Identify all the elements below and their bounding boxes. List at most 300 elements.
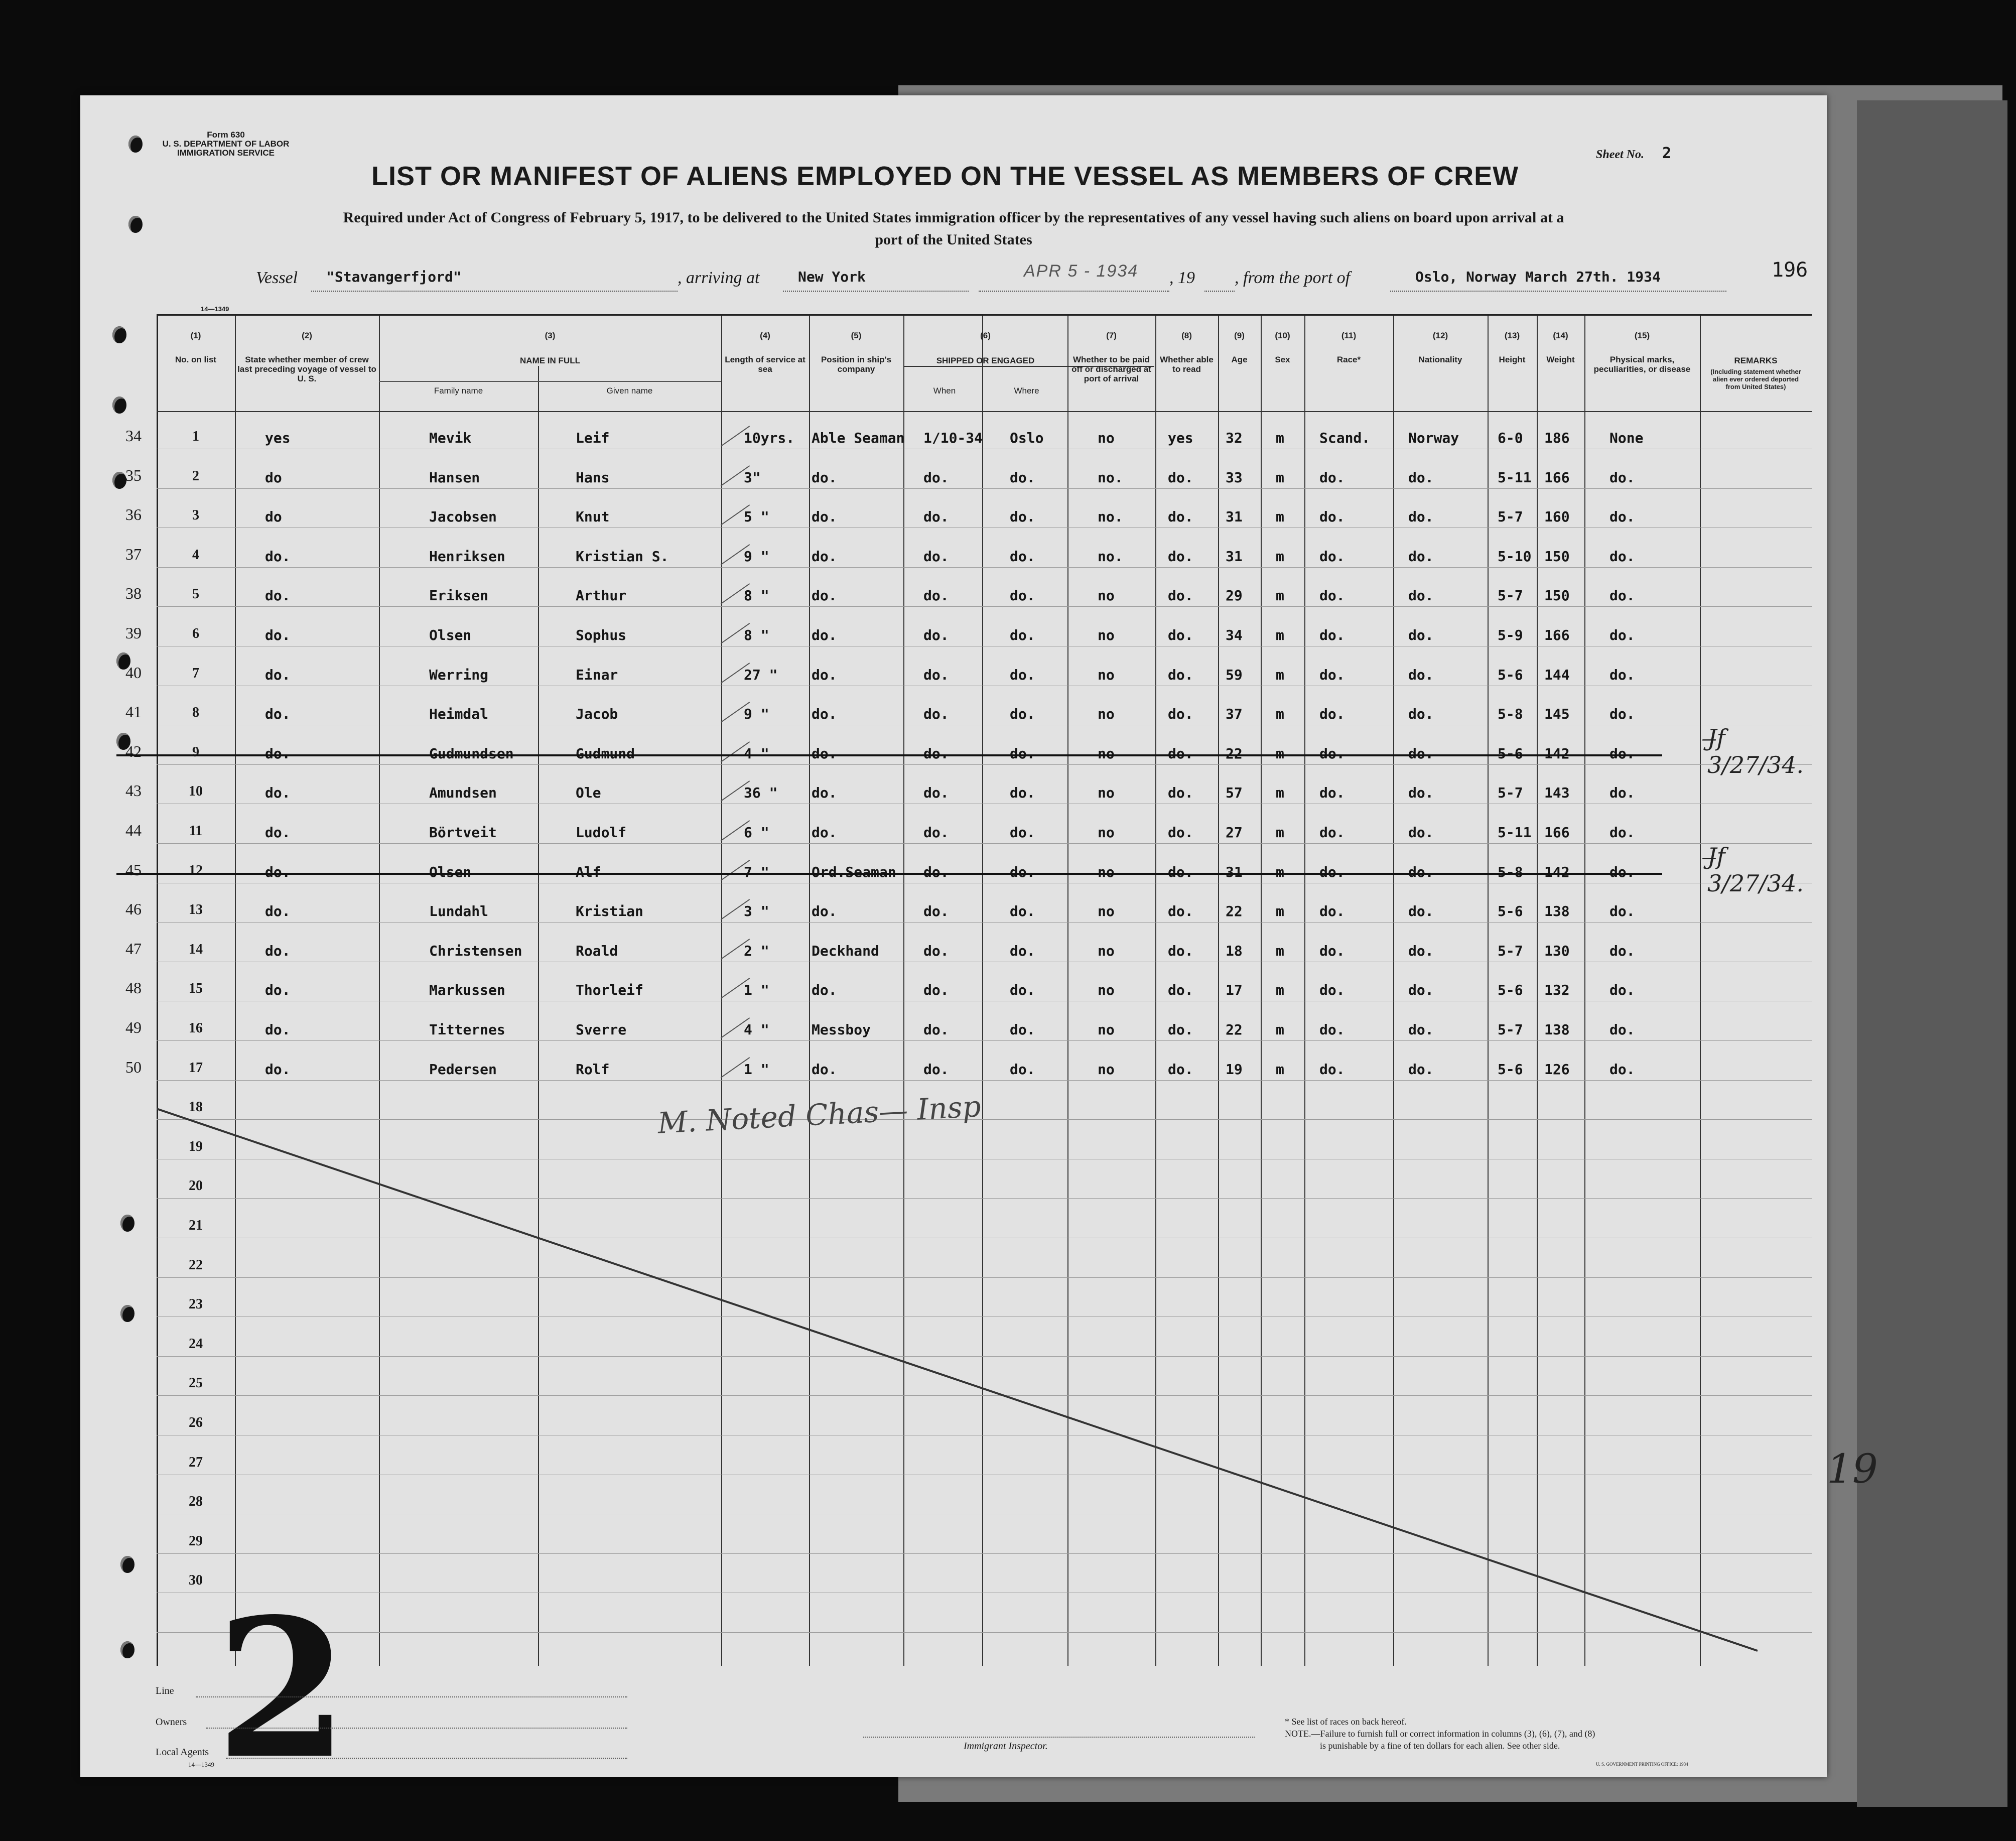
cell-position: Deckhand: [812, 942, 879, 959]
row-number: 18: [189, 1099, 203, 1115]
cell-given: Roald: [576, 942, 618, 959]
sheet-number: [1596, 145, 1671, 162]
cell-given: Kristian: [576, 903, 643, 920]
cell-when: do.: [923, 469, 949, 486]
cell-read: do.: [1168, 706, 1193, 723]
cell-sex: m: [1276, 469, 1284, 486]
cell-nationality: do.: [1408, 903, 1434, 920]
cell-when: do.: [923, 982, 949, 999]
cell-age: 27: [1226, 824, 1243, 841]
column-header: Sex: [1275, 355, 1290, 364]
row-number: 20: [189, 1178, 203, 1194]
cell-marks: do.: [1609, 627, 1635, 643]
cell-service: 8 ": [744, 587, 769, 604]
cell-weight: 130: [1544, 942, 1570, 959]
column-subheader: (Including statement whether alien ever ordered deported from United States): [1710, 368, 1801, 390]
row-number: 27: [189, 1454, 203, 1470]
cell-height: 5-11: [1498, 824, 1532, 841]
cell-given: Gudmund: [576, 745, 635, 762]
cell-position: do.: [812, 666, 837, 683]
row-number: 8: [192, 705, 199, 721]
cell-weight: 160: [1544, 508, 1570, 525]
cell-height: 5-7: [1498, 1021, 1523, 1038]
column-subheader: When: [933, 386, 956, 396]
cell-sex: m: [1276, 824, 1284, 841]
cell-where: do.: [1010, 1021, 1035, 1038]
subtitle: [146, 207, 1762, 251]
cell-service: 10yrs.: [744, 430, 795, 446]
margin-line-number: 37: [125, 545, 142, 563]
cell-marks: do.: [1609, 666, 1635, 683]
row-number: 6: [192, 626, 199, 641]
cell-family: Pedersen: [429, 1061, 497, 1078]
column-number: (11): [1341, 331, 1357, 340]
cell-race: do.: [1319, 1061, 1345, 1078]
column-number: (13): [1504, 331, 1520, 340]
page-title: LIST OR MANIFEST OF ALIENS EMPLOYED ON THE VESSEL AS MEMBERS OF CREW: [371, 161, 1519, 191]
cell-family: Henriksen: [429, 548, 505, 565]
cell-height: 5-9: [1498, 627, 1523, 643]
sheet-label: Sheet No.: [1596, 148, 1644, 161]
column-header: Nationality: [1418, 355, 1462, 364]
cell-age: 18: [1226, 942, 1243, 959]
cell-marks: do.: [1609, 508, 1635, 525]
cell-read: do.: [1168, 824, 1193, 841]
column-header: Height: [1499, 355, 1526, 364]
cell-nationality: do.: [1408, 706, 1434, 723]
row-number: 28: [189, 1494, 203, 1510]
cell-when: do.: [923, 942, 949, 959]
cell-where: Oslo: [1010, 430, 1044, 446]
cell-sex: m: [1276, 863, 1284, 880]
column-header: Whether to be paid off or discharged at port of arrival: [1071, 355, 1151, 383]
cell-family: Gudmundsen: [429, 745, 514, 762]
cell-given: Ole: [576, 784, 601, 802]
column-number: (8): [1181, 331, 1192, 340]
cell-position: do.: [812, 824, 837, 841]
cell-sex: m: [1276, 587, 1284, 604]
column-number: (4): [760, 331, 770, 340]
race-note: * See list of races on back hereof.: [1285, 1717, 1407, 1727]
cell-height: 5-6: [1498, 745, 1523, 762]
column-number: (7): [1106, 331, 1117, 340]
cell-family: Lundahl: [429, 903, 489, 920]
cell-weight: 166: [1544, 824, 1570, 841]
row-number: 26: [189, 1415, 203, 1430]
cell-paid: no: [1098, 942, 1115, 959]
cell-paid: no: [1098, 863, 1115, 880]
margin-line-number: 50: [125, 1058, 142, 1076]
cell-position: Ord.Seaman: [812, 863, 896, 880]
penalty-note: NOTE.—Failure to furnish full or correct information in columns (3), (6), (7), and (8): [1285, 1729, 1595, 1739]
cell-read: do.: [1168, 469, 1193, 486]
cell-race: do.: [1319, 548, 1345, 565]
cell-given: Knut: [576, 508, 610, 525]
footer-agents-label: Local Agents: [156, 1747, 209, 1758]
cell-age: 31: [1226, 863, 1243, 880]
cell-service: 27 ": [744, 666, 778, 683]
cell-marks: do.: [1609, 587, 1635, 604]
cell-where: do.: [1010, 863, 1035, 880]
cell-read: do.: [1168, 1061, 1193, 1078]
row-number: 5: [192, 586, 199, 602]
cell-when: do.: [923, 627, 949, 643]
margin-line-number: 41: [125, 703, 142, 721]
cell-prev: do: [265, 469, 282, 486]
column-number: (14): [1553, 331, 1568, 340]
from-label: , from the port of: [1235, 269, 1351, 287]
cell-when: do.: [923, 784, 949, 802]
cell-sex: m: [1276, 903, 1284, 920]
cell-sex: m: [1276, 784, 1284, 802]
cell-weight: 186: [1544, 430, 1570, 446]
cell-service: 6 ": [744, 824, 769, 841]
cell-weight: 150: [1544, 548, 1570, 565]
cell-given: Arthur: [576, 587, 627, 604]
manifest-page: [80, 95, 1827, 1801]
page-serial-number: 196: [1772, 258, 1808, 282]
cell-age: 34: [1226, 627, 1243, 643]
cell-position: Able Seaman: [812, 430, 905, 446]
column-header: Position in ship's company: [821, 355, 892, 374]
inspector-signature: M. Noted Chas— Insp: [656, 1089, 982, 1140]
cell-read: do.: [1168, 1021, 1193, 1038]
cell-marks: do.: [1609, 1061, 1635, 1078]
cell-marks: do.: [1609, 942, 1635, 959]
cell-service: 7 ": [744, 863, 769, 880]
cell-height: 5-8: [1498, 863, 1523, 880]
cell-height: 5-7: [1498, 587, 1523, 604]
row-number: 22: [189, 1257, 203, 1273]
cell-family: Hansen: [429, 469, 480, 486]
margin-line-number: 44: [125, 821, 142, 839]
column-header: SHIPPED OR ENGAGED: [936, 356, 1035, 365]
back-sheet-note: 19: [1827, 1445, 1878, 1492]
cell-when: do.: [923, 863, 949, 880]
cell-family: Heimdal: [429, 706, 489, 723]
margin-line-number: 36: [125, 505, 142, 524]
cell-position: do.: [812, 469, 837, 486]
cell-sex: m: [1276, 508, 1284, 525]
cell-prev: do.: [265, 666, 291, 683]
cell-race: do.: [1319, 863, 1345, 880]
cell-when: do.: [923, 1061, 949, 1078]
cell-race: Scand.: [1319, 430, 1371, 446]
cell-family: Christensen: [429, 942, 522, 959]
printer-note: U. S. GOVERNMENT PRINTING OFFICE: 1934: [1596, 1762, 1688, 1767]
cell-race: do.: [1319, 706, 1345, 723]
cell-read: do.: [1168, 666, 1193, 683]
cell-paid: no: [1098, 666, 1115, 683]
column-subheader: Given name: [606, 386, 653, 396]
cell-nationality: Norway: [1408, 430, 1459, 446]
margin-line-number: 42: [125, 742, 142, 760]
cell-given: Sophus: [576, 627, 627, 643]
cell-where: do.: [1010, 982, 1035, 999]
cell-marks: do.: [1609, 784, 1635, 802]
cell-age: 32: [1226, 430, 1243, 446]
cell-where: do.: [1010, 469, 1035, 486]
cell-position: do.: [812, 903, 837, 920]
cell-marks: do.: [1609, 824, 1635, 841]
cell-weight: 138: [1544, 1021, 1570, 1038]
cell-nationality: do.: [1408, 942, 1434, 959]
cell-given: Hans: [576, 469, 610, 486]
cell-position: do.: [812, 548, 837, 565]
row-number: 30: [189, 1572, 203, 1589]
cell-race: do.: [1319, 784, 1345, 802]
cell-race: do.: [1319, 824, 1345, 841]
margin-line-number: 34: [125, 427, 142, 445]
cell-age: 22: [1226, 745, 1243, 762]
row-number: 25: [189, 1375, 203, 1391]
cell-paid: no.: [1098, 508, 1123, 525]
column-header: Physical marks, peculiarities, or disease: [1593, 355, 1691, 374]
cell-prev: do.: [265, 1021, 291, 1038]
cell-given: Einar: [576, 666, 618, 683]
column-header: REMARKS: [1734, 356, 1778, 365]
cell-paid: no: [1098, 903, 1115, 920]
cell-race: do.: [1319, 469, 1345, 486]
cell-prev: do.: [265, 706, 291, 723]
cell-race: do.: [1319, 982, 1345, 999]
cell-weight: 126: [1544, 1061, 1570, 1078]
column-header: Age: [1231, 355, 1248, 364]
row-number: 17: [189, 1060, 203, 1076]
column-header: NAME IN FULL: [520, 356, 580, 365]
cell-weight: 142: [1544, 863, 1570, 880]
cell-paid: no: [1098, 587, 1115, 604]
subtitle-line-1: Required under Act of Congress of February 5, 1917, to be delivered to the United States immigration officer by the representatives of any vessel having such aliens on board upon arrival at a: [343, 209, 1564, 226]
cell-read: do.: [1168, 903, 1193, 920]
cell-nationality: do.: [1408, 982, 1434, 999]
cell-weight: 132: [1544, 982, 1570, 999]
row-number: 4: [192, 547, 199, 563]
cell-nationality: do.: [1408, 548, 1434, 565]
cell-prev: do.: [265, 587, 291, 604]
cell-nationality: do.: [1408, 666, 1434, 683]
column-number: (1): [190, 331, 201, 340]
cell-paid: no.: [1098, 548, 1123, 565]
cell-when: do.: [923, 666, 949, 683]
margin-line-number: 40: [125, 663, 142, 682]
cell-sex: m: [1276, 666, 1284, 683]
year-label: , 19: [1169, 269, 1195, 287]
footer-line-label: Line: [156, 1685, 174, 1696]
cell-nationality: do.: [1408, 824, 1434, 841]
cell-nationality: do.: [1408, 1021, 1434, 1038]
cell-prev: yes: [265, 430, 291, 446]
cell-age: 22: [1226, 903, 1243, 920]
cell-service: 8 ": [744, 627, 769, 643]
cell-nationality: do.: [1408, 508, 1434, 525]
cell-marks: do.: [1609, 982, 1635, 999]
cell-where: do.: [1010, 745, 1035, 762]
cell-position: Messboy: [812, 1021, 871, 1038]
cell-paid: no: [1098, 824, 1115, 841]
cell-where: do.: [1010, 1061, 1035, 1078]
cell-sex: m: [1276, 745, 1284, 762]
cell-family: Eriksen: [429, 587, 489, 604]
cell-family: Werring: [429, 666, 489, 683]
cell-height: 5-8: [1498, 706, 1523, 723]
remarks-annotation: J̶f 3/27/34.: [1707, 842, 1804, 897]
column-header: Weight: [1546, 355, 1575, 364]
row-number: 12: [189, 862, 203, 878]
cell-prev: do.: [265, 903, 291, 920]
cell-weight: 144: [1544, 666, 1570, 683]
cell-height: 5-7: [1498, 784, 1523, 802]
cell-paid: no: [1098, 430, 1115, 446]
row-number: 13: [189, 902, 203, 918]
column-number: (9): [1234, 331, 1245, 340]
cell-given: Alf: [576, 863, 601, 880]
cell-age: 33: [1226, 469, 1243, 486]
arrival-date-stamp: APR 5 - 1934: [1024, 261, 1139, 281]
cell-where: do.: [1010, 824, 1035, 841]
cell-marks: None: [1609, 430, 1644, 446]
cell-given: Sverre: [576, 1021, 627, 1038]
row-number: 10: [189, 783, 203, 800]
cell-where: do.: [1010, 706, 1035, 723]
cell-where: do.: [1010, 587, 1035, 604]
cell-race: do.: [1319, 942, 1345, 959]
row-number: 1: [192, 429, 199, 444]
cell-where: do.: [1010, 627, 1035, 643]
cell-paid: no: [1098, 627, 1115, 643]
margin-line-number: 39: [125, 624, 142, 642]
cell-read: do.: [1168, 587, 1193, 604]
cell-weight: 166: [1544, 627, 1570, 643]
column-header: No. on list: [175, 355, 217, 364]
cell-nationality: do.: [1408, 784, 1434, 802]
row-number: 16: [189, 1020, 203, 1036]
cell-age: 57: [1226, 784, 1243, 802]
cell-age: 22: [1226, 1021, 1243, 1038]
row-number: 2: [192, 468, 199, 484]
cell-given: Thorleif: [576, 982, 643, 999]
binder-hole: [112, 326, 126, 343]
cell-position: do.: [812, 784, 837, 802]
binder-hole: [120, 1305, 135, 1322]
cell-prev: do.: [265, 942, 291, 959]
cell-weight: 142: [1544, 745, 1570, 762]
cell-marks: do.: [1609, 903, 1635, 920]
cell-family: Börtveit: [429, 824, 497, 841]
cell-given: Leif: [576, 430, 610, 446]
margin-line-number: 45: [125, 860, 142, 879]
cell-height: 5-11: [1498, 469, 1532, 486]
cell-family: Markussen: [429, 982, 505, 999]
cell-read: do.: [1168, 982, 1193, 999]
cell-service: 4 ": [744, 745, 769, 762]
cell-given: Ludolf: [576, 824, 627, 841]
cell-family: Olsen: [429, 863, 472, 880]
cell-race: do.: [1319, 627, 1345, 643]
diagonal-stroke: [157, 1109, 1758, 1651]
binder-hole: [120, 1215, 135, 1232]
cell-prev: do.: [265, 627, 291, 643]
column-number: (3): [545, 331, 556, 340]
cell-position: do.: [812, 982, 837, 999]
cell-nationality: do.: [1408, 1061, 1434, 1078]
cell-prev: do: [265, 508, 282, 525]
cell-when: do.: [923, 903, 949, 920]
cell-when: do.: [923, 824, 949, 841]
sheet-value: 2: [1662, 145, 1672, 162]
cell-given: Rolf: [576, 1061, 610, 1078]
cell-paid: no: [1098, 745, 1115, 762]
cell-paid: no: [1098, 1061, 1115, 1078]
binder-hole: [112, 397, 126, 414]
cell-weight: 138: [1544, 903, 1570, 920]
cell-family: Jacobsen: [429, 508, 497, 525]
cell-position: do.: [812, 1061, 837, 1078]
margin-line-number: 38: [125, 584, 142, 603]
cell-position: do.: [812, 627, 837, 643]
cell-read: do.: [1168, 942, 1193, 959]
cell-height: 5-6: [1498, 903, 1523, 920]
column-number: (15): [1634, 331, 1650, 340]
footer-agents-code: 14—1349: [188, 1761, 214, 1768]
column-header: Race*: [1336, 355, 1361, 364]
cell-service: 1 ": [744, 982, 769, 999]
penalty-note-2: is punishable by a fine of ten dollars for each alien. See other side.: [1320, 1741, 1560, 1751]
cell-read: yes: [1168, 430, 1193, 446]
arrival-port: New York: [798, 269, 866, 285]
cell-service: 9 ": [744, 706, 769, 723]
form-department: U. S. DEPARTMENT OF LABOR: [162, 139, 290, 149]
column-subheader: Family name: [434, 386, 483, 396]
row-number: 21: [189, 1218, 203, 1233]
row-number: 7: [192, 665, 199, 681]
cell-where: do.: [1010, 666, 1035, 683]
manifest-table: [125, 314, 1812, 1666]
vessel-line: [80, 258, 1827, 294]
margin-line-number: 43: [125, 781, 142, 800]
cell-prev: do.: [265, 745, 291, 762]
cell-sex: m: [1276, 942, 1284, 959]
cell-read: do.: [1168, 627, 1193, 643]
cell-marks: do.: [1609, 469, 1635, 486]
margin-line-number: 48: [125, 979, 142, 997]
column-number: (10): [1275, 331, 1290, 340]
subtitle-line-2: port of the United States: [875, 231, 1032, 248]
cell-sex: m: [1276, 706, 1284, 723]
column-subheader: Where: [1014, 386, 1039, 396]
cell-height: 6-0: [1498, 430, 1523, 446]
cell-given: Kristian S.: [576, 548, 669, 565]
cell-service: 4 ": [744, 1021, 769, 1038]
cell-sex: m: [1276, 548, 1284, 565]
form-number: Form 630: [207, 130, 245, 140]
row-number: 24: [189, 1336, 203, 1352]
cell-age: 59: [1226, 666, 1243, 683]
cell-nationality: do.: [1408, 627, 1434, 643]
cell-age: 31: [1226, 548, 1243, 565]
cell-age: 31: [1226, 508, 1243, 525]
cell-family: Mevik: [429, 430, 472, 446]
cell-age: 37: [1226, 706, 1243, 723]
cell-when: do.: [923, 706, 949, 723]
cell-nationality: do.: [1408, 863, 1434, 880]
cell-height: 5-6: [1498, 666, 1523, 683]
cell-family: Amundsen: [429, 784, 497, 802]
cell-height: 5-10: [1498, 548, 1532, 565]
cell-family: Titternes: [429, 1021, 505, 1038]
binder-hole: [120, 1641, 135, 1658]
cell-marks: do.: [1609, 1021, 1635, 1038]
